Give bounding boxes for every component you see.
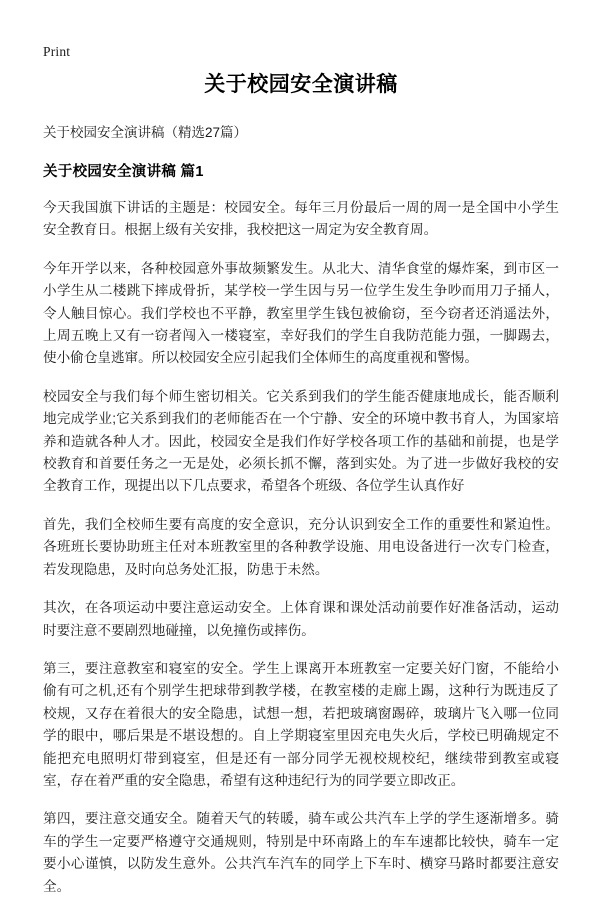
page-title: 关于校园安全演讲稿 [204, 73, 398, 96]
paragraph: 校园安全与我们每个师生密切相关。它关系到我们的学生能否健康地成长，能否顺利地完成学业;它关系到我们的老师能否在一个宁静、安全的环境中教书育人，为国家培养和造就各种人才。因此，校园安全是我们作好学校各项工作的基础和前提，也是学校教育和首要任务之一无是处，必须长抓不懈，落到实处。为了进一步做好我校的安全教育工作，现提出以下几点要求，希望各个班级、各位学生认真作好 [43, 388, 559, 494]
paragraph: 首先，我们全校师生要有高度的安全意识，充分认识到安全工作的重要性和紧迫性。各班班长要协助班主任对本班教室里的各种教学设施、用电设备进行一次专门检查，若发现隐患，及时向总务处汇报，防患于未然。 [43, 516, 559, 577]
body-copy [43, 197, 559, 898]
section-heading: 关于校园安全演讲稿 篇1 [43, 164, 204, 180]
paragraph: 第三，要注意教室和寝室的安全。学生上课离开本班教室一定要关好门窗，不能给小偷有可之机,还有个别学生把球带到教学楼，在教室楼的走廊上踢，这种行为既违反了校规，又存在着很大的安全隐患，试想一想，若把玻璃窗踢碎，玻璃片飞入哪一位同学的眼中，哪后果是不堪设想的。自上学期寝室里因充电失火后，学校已明确规定不能把充电照明灯带到寝室，但是还有一部分同学无视校规校纪，继续带到教室或寝室，存在着严重的安全隐患，希望有这种违纪行为的同学要立即改正。 [43, 660, 559, 788]
print-button[interactable]: Print [43, 44, 71, 59]
paragraph: 今天我国旗下讲话的主题是：校园安全。每年三月份最后一周的周一是全国中小学生安全教育日。根据上级有关安排，我校把这一周定为安全教育周。 [43, 200, 559, 238]
paragraph: 第四，要注意交通安全。随着天气的转暖，骑车或公共汽车上学的学生逐渐增多。骑车的学生一定要严格遵守交通规则，特别是中环南路上的车车速都比较快，骑车一定要小心谨慎，以防发生意外。公共汽车汽车的同学上下车时、横穿马路时都要注意安全。 [43, 811, 559, 894]
document-content [43, 70, 559, 898]
paragraph: 其次，在各项运动中要注意运动安全。上体育课和课处活动前要作好准备活动，运动时要注意不要剧烈地碰撞，以免撞伤或摔伤。 [43, 600, 559, 638]
paragraph: 今年开学以来，各种校园意外事故频繁发生。从北大、清华食堂的爆炸案，到市区一小学生从二楼跳下摔成骨折，某学校一学生因与另一位学生发生争吵而用刀子捅人，令人触目惊心。我们学校也不平静，教室里学生钱包被偷窃，至今窃者还消遥法外，上周五晚上又有一窃者闯入一楼寝室，幸好我们的学生自我防范能力强，一脚踢去，使小偷仓皇逃窜。所以校园安全应引起我们全体师生的高度重视和警惕。 [43, 260, 559, 366]
document-subtitle: 关于校园安全演讲稿（精选27篇） [43, 125, 248, 140]
